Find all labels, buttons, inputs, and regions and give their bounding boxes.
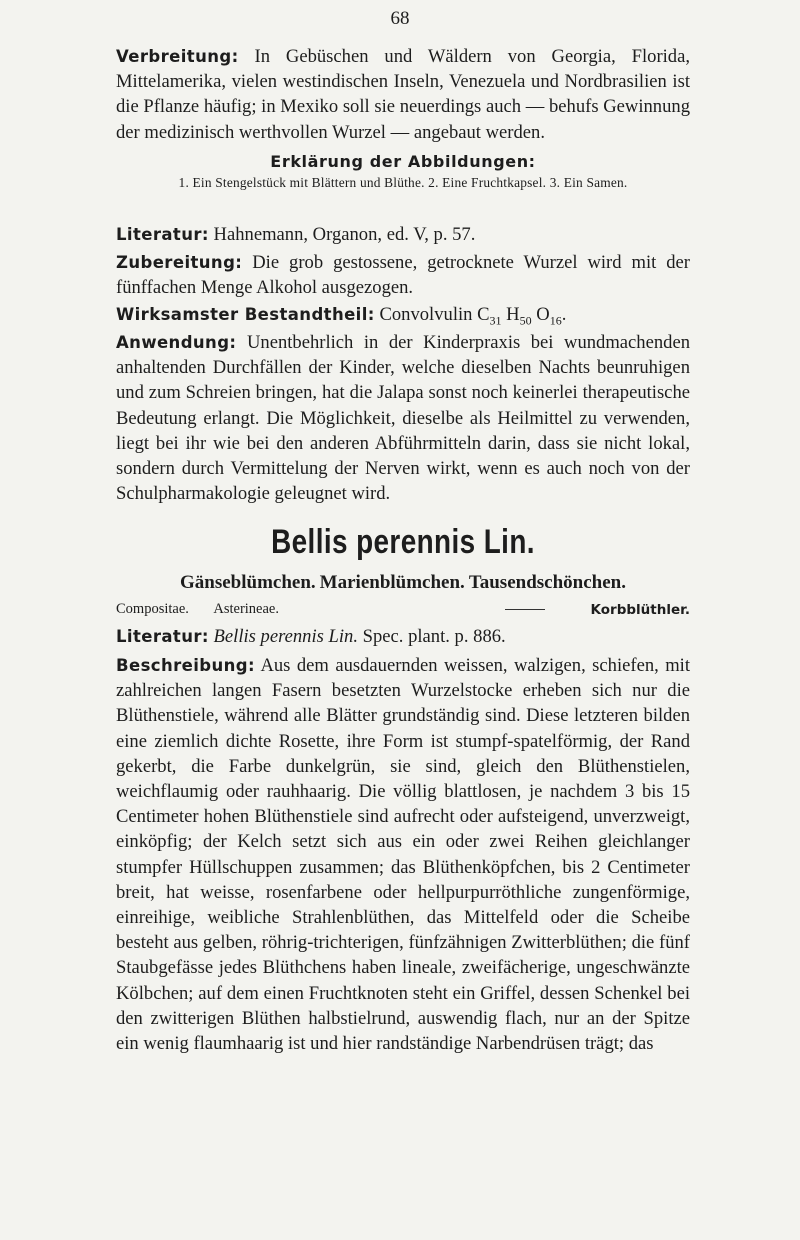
erklaerung-items: 1. Ein Stengelstück mit Blättern und Blüthe. 2. Eine Fruchtkapsel. 3. Ein Samen. xyxy=(178,175,628,190)
family-text: Compositae. xyxy=(116,601,189,617)
separator-dash xyxy=(505,609,545,610)
common-name-1: Gänseblümchen. xyxy=(180,572,316,593)
common-name-3: Tausendschönchen. xyxy=(468,572,626,593)
literatur-2-section xyxy=(116,624,690,649)
literatur-1-text: Hahnemann, Organon, ed. V, p. 57. xyxy=(213,224,476,245)
verbreitung-paragraph xyxy=(116,44,690,145)
erklaerung-section xyxy=(116,152,690,191)
literatur-2-paragraph xyxy=(116,624,690,649)
species-header xyxy=(116,523,690,562)
tribe-text: Asterineae. xyxy=(213,601,279,617)
wirksamster-label: Wirksamster Bestandtheil: xyxy=(116,305,375,324)
zubereitung-section xyxy=(116,250,690,300)
common-name-2: Marienblümchen. xyxy=(319,572,465,593)
wirksamster-name: Convolvulin xyxy=(379,304,473,325)
formula-h: H xyxy=(506,304,520,325)
literatur-1-paragraph xyxy=(116,222,690,247)
literatur-1-section xyxy=(116,222,690,247)
beschreibung-paragraph xyxy=(116,653,690,1056)
erklaerung-heading: Erklärung der Abbildungen: xyxy=(270,152,536,171)
literatur-2-text: Spec. plant. p. 886. xyxy=(362,626,506,647)
beschreibung-text: Aus dem ausdauernden weissen, walzigen, schiefen, mit zahlreichen langen Fasern besetzten Wurzelstocke erheben sich nur die Blüthenstiele, während alle Blätter grundständig sind. Diese letzteren bilden eine ziemlich dichte Rosette, ihre Form ist stumpf-spatelförmig, der Rand gekerbt, die Farbe dunkelgrün, sie sind, gleich den Blüthenstielen, weichflaumig oder rauhhaarig. Die völlig blattlosen, je nachdem 3 bis 15 Centimeter hohen Blüthenstiele sind aufrecht oder aufsteigend, unverzweigt, einköpfig; der Kelch setzt sich aus ein oder zwei Reihen gleichlanger stumpfer Hüllschuppen zusammen; das Blüthenköpfchen, bis 2 Centimeter breit, hat weisse, rosenfarbene oder hellpurpurröthliche zungenförmige, einreihige, weibliche Strahlenblüthen, das Mittelfeld oder die Scheibe besteht aus gelben, röhrig-trichterigen, fünfzähnigen Zwitterblüthen; die fünf Staubgefässe jedes Blüthchens haben lineale, zweifächerige, ungeschwänzte Kölbchen; auf dem einen Fruchtknoten steht ein Griffel, dessen Schenkel bei den zwitterigen Blüthen halbstielrund, auswendig flach, nur an der Spitze ein wenig flaumhaarig ist und hier randständige Narbendrüsen trägt; das xyxy=(116,655,691,1055)
zubereitung-text: Die grob gestossene, getrocknete Wurzel wird mit der fünffachen Menge Alkohol ausgezogen. xyxy=(116,252,690,299)
literatur-2-label: Literatur: xyxy=(116,627,209,646)
anwendung-section xyxy=(116,330,690,506)
formula-c-sub: 31 xyxy=(489,313,502,328)
formula-h-sub: 50 xyxy=(519,313,532,328)
verbreitung-text: In Gebüschen und Wäldern von Georgia, Florida, Mittelamerika, vielen westindischen Inseln, Venezuela und Nordbrasilien ist die Pflanze häufig; in Mexiko soll sie neuerdings auch — behufs Gewinnung der medizinisch werthvollen Wurzel — angebaut werden. xyxy=(116,46,690,143)
group: Korbblüthler. xyxy=(590,601,690,618)
formula-o: O xyxy=(536,304,550,325)
verbreitung-section xyxy=(116,44,690,145)
verbreitung-label: Verbreitung: xyxy=(116,47,239,66)
formula-end: . xyxy=(561,304,567,325)
formula-o-sub: 16 xyxy=(549,313,562,328)
anwendung-paragraph xyxy=(116,330,690,506)
literatur-2-italic: Bellis perennis Lin. xyxy=(213,626,358,647)
species-title: Bellis perennis Lin. xyxy=(271,523,535,561)
anwendung-label: Anwendung: xyxy=(116,333,237,352)
classification-row xyxy=(116,601,690,618)
literatur-1-label: Literatur: xyxy=(116,225,209,244)
beschreibung-label: Beschreibung: xyxy=(116,656,256,675)
beschreibung-section xyxy=(116,653,690,1056)
formula-c: C xyxy=(477,304,490,325)
page-number: 68 xyxy=(390,8,410,29)
zubereitung-paragraph xyxy=(116,250,690,300)
common-names xyxy=(116,572,690,594)
family xyxy=(116,601,279,618)
zubereitung-label: Zubereitung: xyxy=(116,253,243,272)
anwendung-text: Unentbehrlich in der Kinderpraxis bei wundmachenden anhaltenden Durchfällen der Kinder, welche dieselben Nachts beunruhigen und zum Schreien bringen, hat die Jalapa sonst noch keinerlei therapeutische Bedeutung erlangt. Die Möglichkeit, dieselbe als Heilmittel zu verwenden, liegt bei ihr wie bei den anderen Abführmitteln darin, dass sie nicht lokal, sondern durch Vermittelung der Nerven wirkt, wenn es auch noch von der Schulpharmakologie geleugnet wird. xyxy=(116,332,690,505)
